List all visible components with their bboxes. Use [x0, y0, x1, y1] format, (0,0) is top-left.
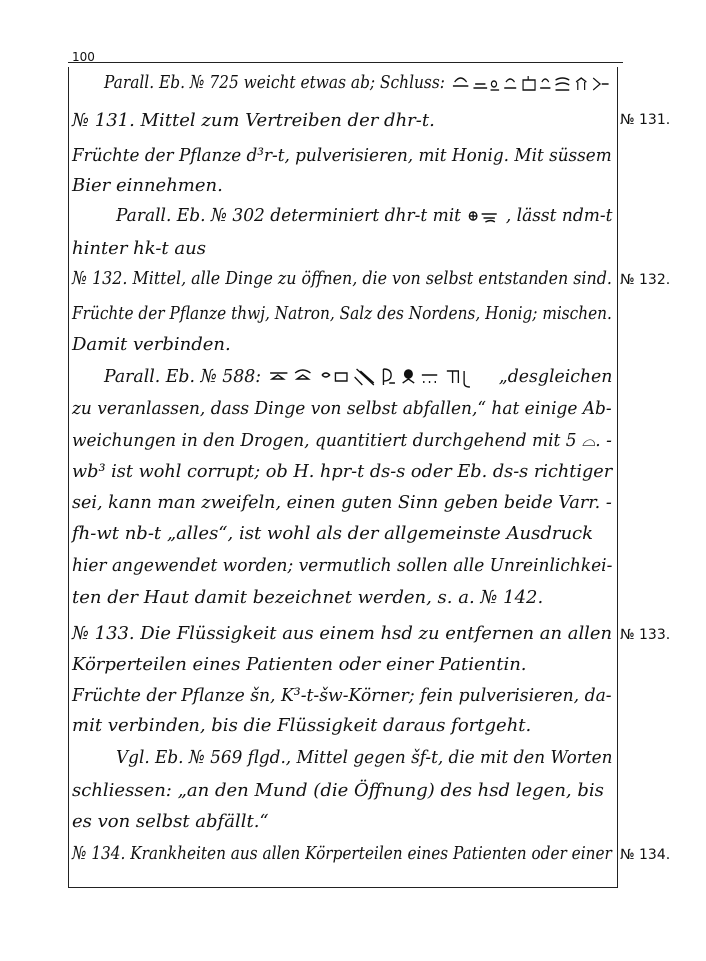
text-line: № 132. Mittel, alle Dinge zu öffnen, die von selbst entstanden sind. — [72, 268, 612, 289]
hieroglyph-sequence-icon — [267, 365, 494, 389]
text-line: Früchte der Pflanze thwj, Natron, Salz des Nordens, Honig; mischen. — [72, 303, 612, 324]
text-line: № 133. Die Flüssigkeit aus einem hsd zu entfernen an allen — [72, 623, 613, 644]
text-line: Früchte der Pflanze d³r-t, pulverisieren, mit Honig. Mit süssem — [72, 145, 612, 166]
text-line: hinter hk-t aus — [72, 238, 206, 259]
margin-number: № 132. — [620, 272, 671, 288]
hieroglyph-sequence-icon — [450, 72, 612, 94]
margin-number: № 133. — [620, 627, 671, 643]
margin-number: № 131. — [620, 112, 671, 128]
text-line: zu veranlassen, dass Dinge von selbst abfallen,“ hat einige Ab- — [72, 398, 612, 419]
text-line: ten der Haut damit bezeichnet werden, s. a. № 142. — [72, 587, 544, 608]
text-line: Früchte der Pflanze šn, K³-t-šw-Körner; fein pulverisieren, da- — [72, 685, 612, 706]
top-rule — [68, 62, 623, 63]
text-line: wb³ ist wohl corrupt; ob H. hpr-t ds-s oder Eb. ds-s richtiger — [72, 461, 613, 482]
text-line: Parall. Eb. № 725 weicht etwas ab; Schluss: — [104, 72, 612, 94]
text-line: Bier einnehmen. — [72, 175, 223, 196]
text-line: mit verbinden, bis die Flüssigkeit daraus fortgeht. — [72, 715, 532, 736]
text-line: weichungen in den Drogen, quantitiert durchgehend mit 5 ⌓. - — [72, 430, 612, 451]
text-line: es von selbst abfällt.“ — [72, 811, 269, 832]
text-line: fh-wt nb-t „alles“, ist wohl als der allgemeinste Ausdruck — [72, 523, 594, 544]
margin-number: № 134. — [620, 847, 671, 863]
text-line: hier angewendet worden; vermutlich sollen alle Unreinlichkei- — [72, 555, 613, 576]
text-line: № 134. Krankheiten aus allen Körperteilen eines Patienten oder einer — [72, 843, 612, 864]
text-line: № 131. Mittel zum Vertreiben der dhr-t. — [72, 110, 435, 131]
hieroglyph-determinative-icon — [466, 206, 500, 226]
page-number: 100 — [72, 50, 95, 64]
text-line: schliessen: „an den Mund (die Öffnung) des hsd legen, bis — [72, 780, 604, 801]
text-line: Körperteilen eines Patienten oder einer Patientin. — [72, 654, 527, 675]
text-line: Damit verbinden. — [72, 334, 231, 355]
text-line: sei, kann man zweifeln, einen guten Sinn geben beide Varr. - — [72, 492, 612, 513]
text-line: Vgl. Eb. № 569 flgd., Mittel gegen šf-t, die mit den Worten — [116, 747, 613, 768]
text-line: Parall. Eb. № 302 determiniert dhr-t mit , lässt ndm-t — [116, 205, 613, 226]
text-line: Parall. Eb. № 588: „desgleichen — [104, 366, 613, 387]
